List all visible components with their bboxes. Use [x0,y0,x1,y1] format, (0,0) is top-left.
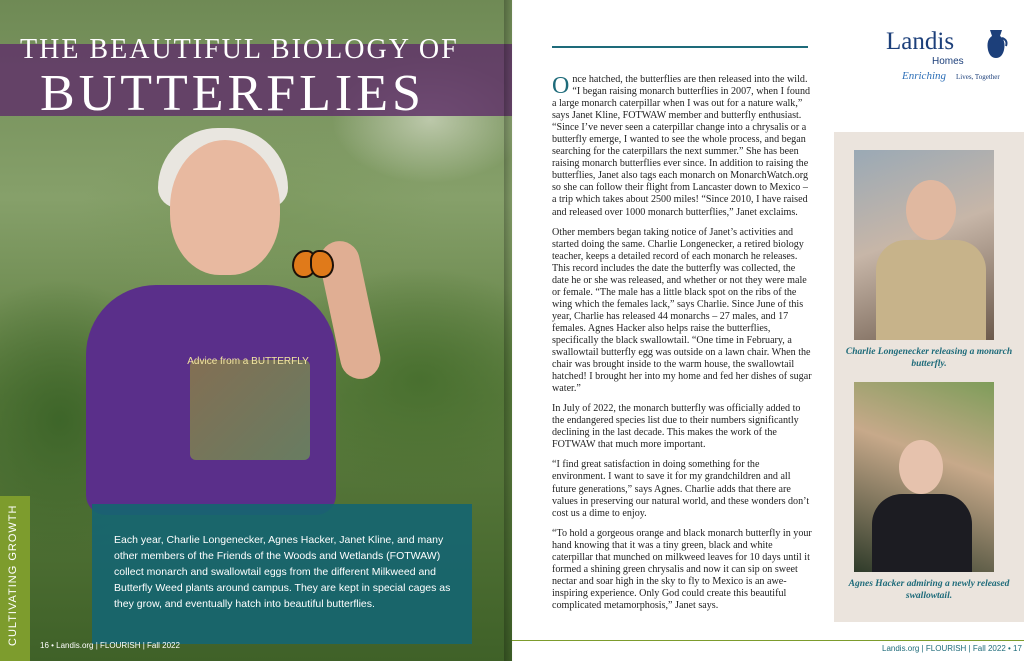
paragraph: Once hatched, the butterflies are then released into the wild. “I began raising monarch butterflies in 2007, when I found a large monarch caterpillar when I was out for a nature walk,” says Janet Kline, FOTWAW member and butterfly enthusiast. “Since I’ve never seen a caterpillar change into a chrysalis or a butterfly emerge, I wanted to see the whole process, and began searching for the caterpillars the next summer.” She has been raising monarch butterflies ever since. In addition to raising the butterflies, Janet also tags each monarch on MonarchWatch.org so she can follow their flight from Lancaster down to Mexico – a trip which takes about 2500 miles! “Since 2010, I have raised and released over 1000 monarch butterflies,” Janet exclaims. [552,73,811,218]
photo-charlie [854,150,994,340]
paragraph: In July of 2022, the monarch butterfly was officially added to the endangered species list due to their numbers significantly declining in the last decade. This makes the work of the FOTWAW that much more important. [552,403,801,451]
right-page [512,0,1024,661]
shirt-graphic [190,360,310,460]
paragraph: “I find great satisfaction in doing something for the environment. I want to save it for my grandchildren and all future generations,” says Agnes. Charlie adds that there are values in preserving our natural world, and these wonders don’t cost us a dime to enjoy. [552,459,810,519]
caption-box [92,504,472,644]
paragraph: “To hold a gorgeous orange and black monarch butterfly in your hand knowing that it was a tiny green, black and white caterpillar that munched on milkweed leaves for 10 days until it formed a shining green chrysalis and now it can sip on sweet nectar and soar high in the sky to fly to Mexico is an awe-inspiring experience. Only God could create this beautiful complicated metamorphosis,” Janet says. [552,527,812,611]
caption-text: Each year, Charlie Longenecker, Agnes Hacker, Janet Kline, and many other members of the Friends of the Woods and Wetlands (FOTWAW) collect monarch and swallowtail eggs from the different Milkweed and Butterfly Weed plants around campus. They are kept in special cages as they grow, and eventually hatch into beautiful butterflies. [114,534,451,610]
bottom-rule [512,640,1024,641]
logo-tagline: Lives, Together [956,73,1000,81]
section-tab [0,496,30,661]
footer-right: Landis.org | FLOURISH | Fall 2022 • 17 [882,644,1022,653]
footer-left: 16 • Landis.org | FLOURISH | Fall 2022 [40,641,180,650]
photo-sidebar [834,132,1024,622]
title-line2: BUTTERFLIES [40,65,425,122]
pitcher-icon [984,26,1008,60]
drop-cap: O [552,73,570,99]
butterfly-icon [292,250,332,276]
face [170,140,280,275]
top-rule [552,46,808,48]
logo-tagline-script: Enriching [902,70,946,82]
logo-name: Landis [886,28,955,55]
photo-caption-1: Charlie Longenecker releasing a monarch butterfly. [845,347,1013,369]
title-line1: THE BEAUTIFUL BIOLOGY OF [20,34,459,65]
section-tab-label: CULTIVATING GROWTH [7,504,19,646]
logo-homes: Homes [932,56,964,67]
page-gutter [504,0,520,661]
landis-logo [884,24,1014,88]
photo-caption-2: Agnes Hacker admiring a newly released swallowtail. [848,579,1010,601]
paragraph: Other members began taking notice of Janet’s activities and started doing the same. Charlie Longenecker, a retired biology teacher, keeps a detailed record of each monarch he releases. This record includes the date the butterfly was collected, the date he or she was released, and whether or not they were male or female. “The male has a little black spot on the ribs of the wing which the females lack,” says Charlie. Since June of this year, Charlie has released 44 monarchs – 27 males, and 17 females. Agnes Hacker also helps raise the butterflies, specifically the black swallowtail. “One time in February, a swallowtail butterfly egg was outside on a lawn chair. When the chair was brought inside to the warm house, the swallowtail hatched! I brought her into my home and fed her dishes of sugar water.” [552,226,812,395]
photo-agnes [854,382,994,572]
article-body [552,74,814,620]
shirt-text: Advice from a BUTTERFLY [187,356,309,367]
